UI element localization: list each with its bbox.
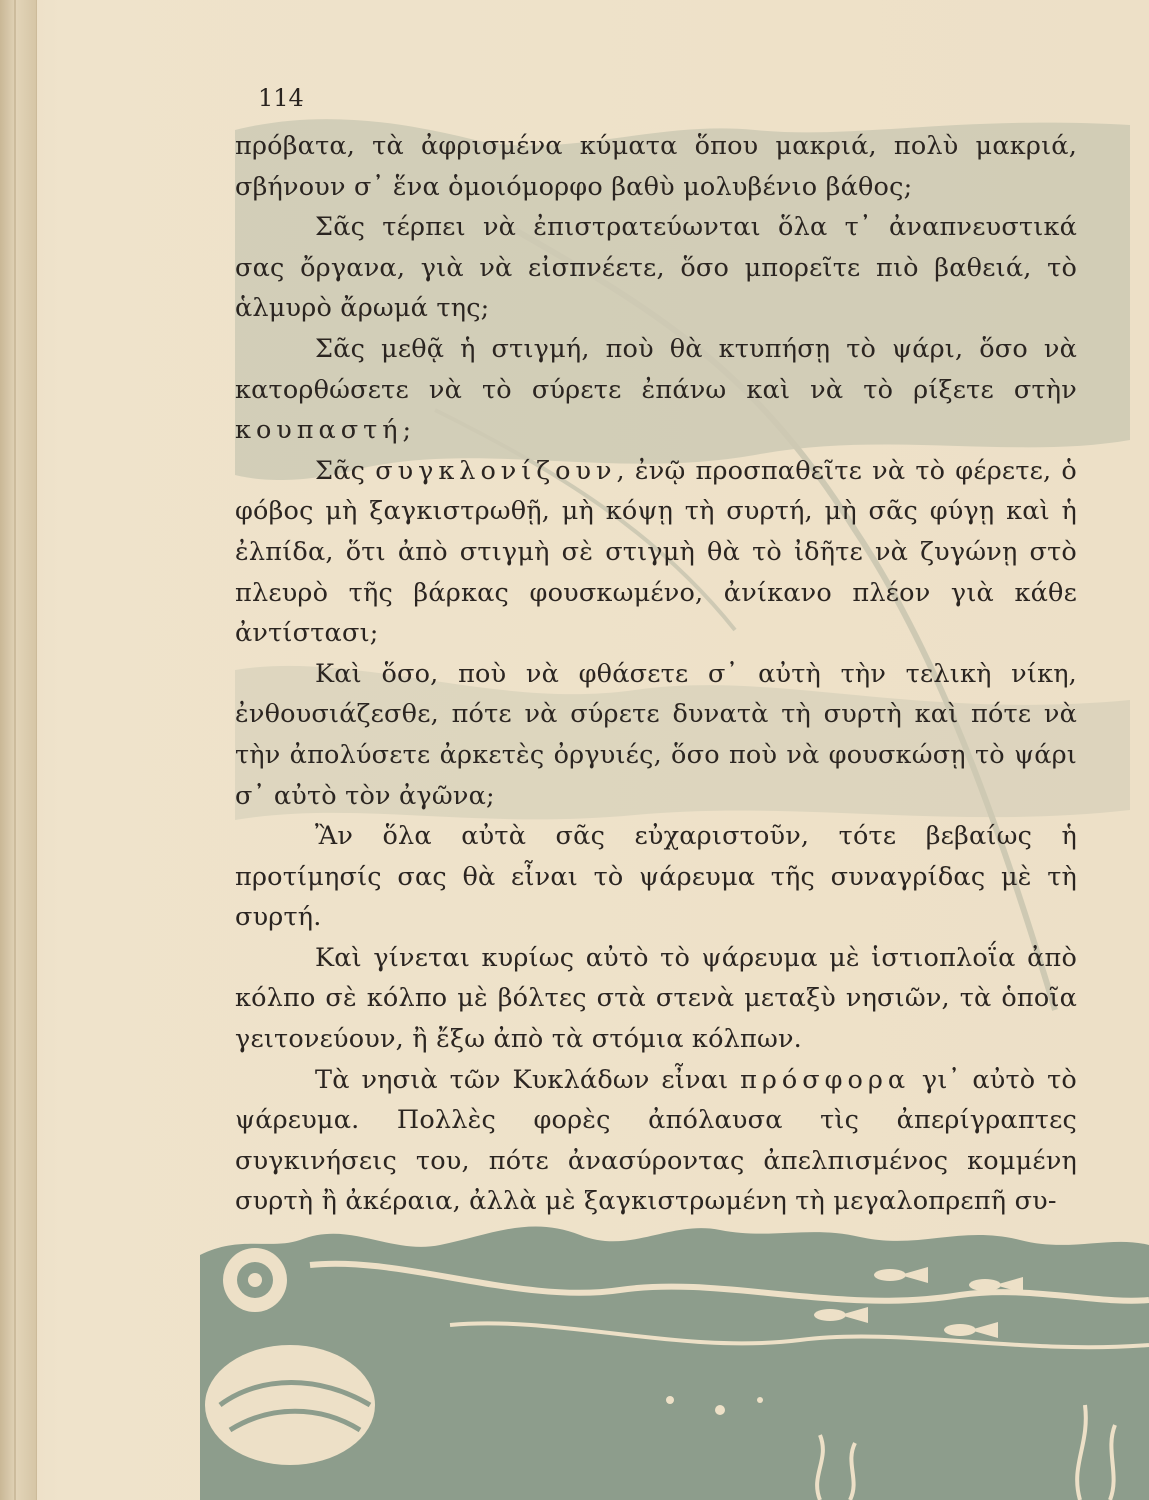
body-text xyxy=(235,126,1077,1222)
page-number: 114 xyxy=(258,84,304,112)
paragraph-4-start: Σᾶς xyxy=(315,455,376,486)
paragraph-7: Καὶ γίνεται κυρίως αὐτὸ τὸ ψάρευμα μὲ ἱστιοπλοΐα ἀπὸ κόλπο σὲ κόλπο μὲ βόλτες στὰ στενὰ μεταξὺ νησιῶν, τὰ ὁποῖα γειτονεύουν, ἢ ἔξω ἀπὸ τὰ στόμια κόλπων. xyxy=(235,942,1077,1055)
paragraph-1: πρόβατα, τὰ ἀφρισμένα κύματα ὅπου μακριά, πολὺ μακριά, σβήνουν σ᾽ ἕνα ὁμοιόμορφο βαθὺ μολυβένιο βάθος; xyxy=(235,131,1077,202)
paragraph-3-text: Σᾶς μεθᾷ ἡ στιγμή, ποὺ θὰ κτυπήσῃ τὸ ψάρι, ὅσο νὰ κατορθώσετε νὰ τὸ σύρετε ἐπάνω καὶ νὰ τὸ ρίξετε στὴν xyxy=(235,333,1077,405)
paragraph-6: Ἂν ὅλα αὐτὰ σᾶς εὐχαριστοῦν, τότε βεβαίως ἡ προτίμησίς σας θὰ εἶναι τὸ ψάρευμα τῆς συναγρίδας μὲ τὴ συρτή. xyxy=(235,821,1077,933)
paragraph-4 xyxy=(235,451,1077,654)
paragraph-8-start: Τὰ νησιὰ τῶν Κυκλάδων εἶναι xyxy=(315,1064,741,1095)
paragraph-4-spaced-word: συγκλονίζουν xyxy=(375,455,617,486)
paragraph-8-rest: γι᾽ αὐτὸ τὸ ψάρευμα. Πολλὲς φορὲς ἀπόλαυσα τὶς ἀπερίγραπτες συγκινήσεις του, πότε ἀνασύροντας ἀπελπισμένος κομμένη συρτὴ ἢ ἀκέραια, ἀλλὰ μὲ ξαγκιστρωμένη τὴ μεγαλοπρεπῆ συ- xyxy=(235,1064,1077,1217)
sea-anemone-icon xyxy=(223,1248,287,1312)
page-stack-edge xyxy=(0,0,37,1500)
paragraph-4-rest: , ἐνῷ προσπαθεῖτε νὰ τὸ φέρετε, ὁ φόβος μὴ ξαγκιστρωθῇ, μὴ κόψῃ τὴ συρτή, μὴ σᾶς φύγῃ καὶ ἡ ἐλπίδα, ὅτι ἀπὸ στιγμὴ σὲ στιγμὴ θὰ τὸ ἰδῆτε νὰ ζυγώνῃ στὸ πλευρὸ τῆς βάρκας φουσκωμένο, ἀνίκανο πλέον γιὰ κάθε ἀντίστασι; xyxy=(235,455,1077,649)
paragraph-2: Σᾶς τέρπει νὰ ἐπιστρατεύωνται ὅλα τ᾽ ἀναπνευστικά σας ὄργανα, γιὰ νὰ εἰσπνέετε, ὅσο μπορεῖτε πιὸ βαθειά, τὸ ἁλμυρὸ ἄρωμά της; xyxy=(235,212,1077,324)
paragraph-5: Καὶ ὅσο, ποὺ νὰ φθάσετε σ᾽ αὐτὴ τὴν τελικὴ νίκη, ἐνθουσιάζεσθε, πότε νὰ σύρετε δυνατὰ τὴ συρτὴ καὶ πότε νὰ τὴν ἀπολύσετε ἀρκετὲς ὀργυιές, ὅσο ποὺ νὰ φουσκώσῃ τὸ ψάρι σ᾽ αὐτὸ τὸν ἀγῶνα; xyxy=(235,658,1077,811)
paragraph-3 xyxy=(235,329,1077,451)
paragraph-3-spaced-word: κουπαστή; xyxy=(235,415,417,446)
seashell-icon xyxy=(205,1345,375,1465)
sea-woodcut-illustration xyxy=(200,1195,1149,1500)
paragraph-8-spaced-word: πρόσφορα xyxy=(740,1064,911,1095)
